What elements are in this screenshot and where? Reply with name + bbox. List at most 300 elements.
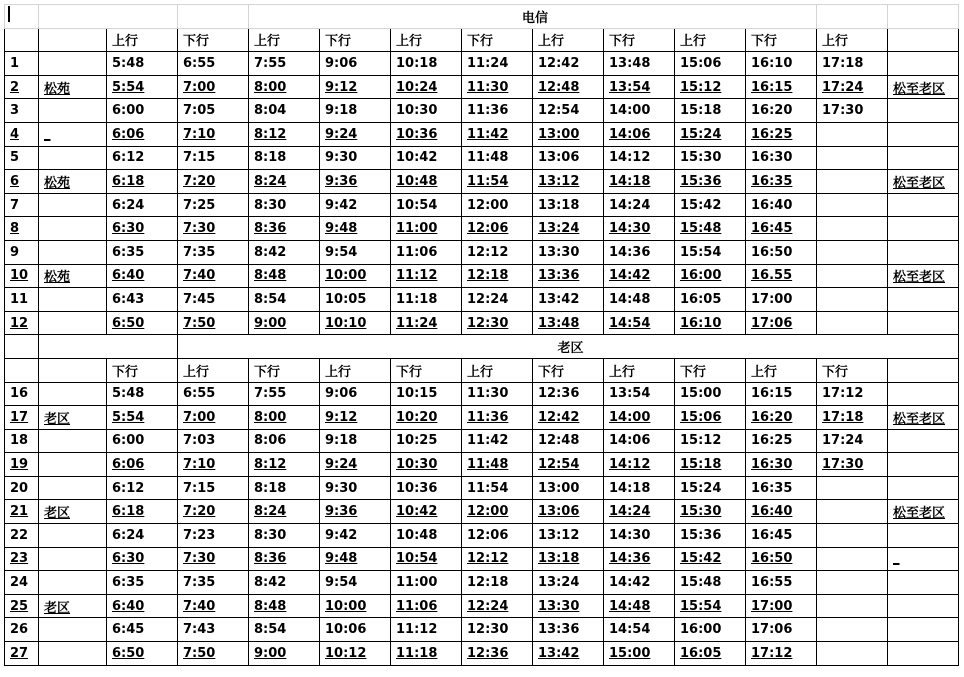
- departure-time[interactable]: 11:00: [391, 571, 462, 595]
- departure-time[interactable]: 11:36: [462, 99, 533, 123]
- departure-time[interactable]: 12:30: [462, 311, 533, 335]
- departure-time[interactable]: 15:54: [675, 594, 746, 618]
- departure-time[interactable]: 17:18: [817, 52, 888, 76]
- departure-time[interactable]: 16:40: [746, 193, 817, 217]
- departure-time[interactable]: 7:43: [178, 618, 249, 642]
- departure-time[interactable]: 16:15: [746, 75, 817, 99]
- departure-time[interactable]: 12:48: [533, 429, 604, 453]
- direction-header[interactable]: 下行: [746, 28, 817, 52]
- stop-name[interactable]: [39, 288, 107, 312]
- departure-time[interactable]: 12:12: [462, 547, 533, 571]
- direction-header[interactable]: 下行: [817, 358, 888, 382]
- route-note[interactable]: [888, 382, 959, 406]
- departure-time[interactable]: 17:00: [746, 594, 817, 618]
- departure-time[interactable]: 8:12: [249, 122, 320, 146]
- departure-time[interactable]: 7:23: [178, 524, 249, 548]
- departure-time[interactable]: 14:06: [604, 122, 675, 146]
- departure-time[interactable]: 14:42: [604, 264, 675, 288]
- departure-time[interactable]: 6:35: [107, 240, 178, 264]
- departure-time[interactable]: 7:55: [249, 382, 320, 406]
- departure-time[interactable]: 13:00: [533, 122, 604, 146]
- departure-time[interactable]: 16:45: [746, 217, 817, 241]
- departure-time[interactable]: 8:06: [249, 429, 320, 453]
- departure-time[interactable]: 10:36: [391, 476, 462, 500]
- departure-time[interactable]: 11:36: [462, 406, 533, 430]
- departure-time[interactable]: 13:24: [533, 571, 604, 595]
- departure-time[interactable]: 14:30: [604, 524, 675, 548]
- departure-time[interactable]: 14:54: [604, 311, 675, 335]
- departure-time[interactable]: 12:18: [462, 264, 533, 288]
- departure-time[interactable]: 9:00: [249, 642, 320, 666]
- departure-time[interactable]: 6:24: [107, 524, 178, 548]
- departure-time[interactable]: 17:06: [746, 618, 817, 642]
- direction-header[interactable]: 下行: [107, 358, 178, 382]
- direction-header[interactable]: 上行: [675, 28, 746, 52]
- departure-time[interactable]: 8:42: [249, 571, 320, 595]
- empty-cell[interactable]: [888, 5, 959, 29]
- departure-time[interactable]: 6:45: [107, 618, 178, 642]
- departure-time[interactable]: 9:12: [320, 75, 391, 99]
- departure-time[interactable]: 10:05: [320, 288, 391, 312]
- departure-time[interactable]: 15:06: [675, 406, 746, 430]
- row-number[interactable]: 1: [5, 52, 39, 76]
- route-note[interactable]: [888, 99, 959, 123]
- departure-time[interactable]: 9:36: [320, 170, 391, 194]
- departure-time[interactable]: 9:24: [320, 453, 391, 477]
- departure-time[interactable]: 8:04: [249, 99, 320, 123]
- departure-time[interactable]: 7:55: [249, 52, 320, 76]
- departure-time[interactable]: 10:25: [391, 429, 462, 453]
- departure-time[interactable]: 12:00: [462, 500, 533, 524]
- departure-time[interactable]: 14:48: [604, 288, 675, 312]
- departure-time[interactable]: 7:30: [178, 217, 249, 241]
- departure-time[interactable]: 15:12: [675, 75, 746, 99]
- departure-time[interactable]: 13:54: [604, 382, 675, 406]
- departure-time[interactable]: 6:40: [107, 264, 178, 288]
- departure-time[interactable]: 14:06: [604, 429, 675, 453]
- departure-time[interactable]: 11:42: [462, 429, 533, 453]
- departure-time[interactable]: 13:42: [533, 642, 604, 666]
- departure-time[interactable]: 8:18: [249, 476, 320, 500]
- departure-time[interactable]: 13:30: [533, 240, 604, 264]
- departure-time[interactable]: 6:30: [107, 217, 178, 241]
- departure-time[interactable]: 7:40: [178, 264, 249, 288]
- departure-time[interactable]: 14:12: [604, 453, 675, 477]
- departure-time[interactable]: 11:48: [462, 453, 533, 477]
- departure-time[interactable]: [817, 193, 888, 217]
- departure-time[interactable]: 11:12: [391, 264, 462, 288]
- departure-time[interactable]: 14:36: [604, 240, 675, 264]
- departure-time[interactable]: 16:20: [746, 406, 817, 430]
- departure-time[interactable]: 16:30: [746, 146, 817, 170]
- departure-time[interactable]: 15:00: [675, 382, 746, 406]
- departure-time[interactable]: 15:54: [675, 240, 746, 264]
- departure-time[interactable]: 15:48: [675, 217, 746, 241]
- departure-time[interactable]: 6:35: [107, 571, 178, 595]
- departure-time[interactable]: 15:06: [675, 52, 746, 76]
- departure-time[interactable]: 16:30: [746, 453, 817, 477]
- departure-time[interactable]: 6:12: [107, 476, 178, 500]
- departure-time[interactable]: 16:00: [675, 618, 746, 642]
- departure-time[interactable]: 11:48: [462, 146, 533, 170]
- route-note[interactable]: [888, 618, 959, 642]
- departure-time[interactable]: 8:54: [249, 288, 320, 312]
- section-title[interactable]: 老区: [178, 335, 959, 359]
- departure-time[interactable]: 14:18: [604, 170, 675, 194]
- departure-time[interactable]: 15:18: [675, 99, 746, 123]
- departure-time[interactable]: 7:25: [178, 193, 249, 217]
- departure-time[interactable]: 10:15: [391, 382, 462, 406]
- departure-time[interactable]: 15:00: [604, 642, 675, 666]
- departure-time[interactable]: 9:24: [320, 122, 391, 146]
- departure-time[interactable]: 15:36: [675, 170, 746, 194]
- departure-time[interactable]: 11:54: [462, 170, 533, 194]
- route-note[interactable]: _: [888, 547, 959, 571]
- direction-header[interactable]: 上行: [320, 358, 391, 382]
- departure-time[interactable]: [817, 217, 888, 241]
- departure-time[interactable]: 6:18: [107, 500, 178, 524]
- stop-name[interactable]: [39, 52, 107, 76]
- departure-time[interactable]: 10:20: [391, 406, 462, 430]
- departure-time[interactable]: 12:42: [533, 406, 604, 430]
- departure-time[interactable]: 15:18: [675, 453, 746, 477]
- departure-time[interactable]: [817, 122, 888, 146]
- departure-time[interactable]: 6:55: [178, 52, 249, 76]
- departure-time[interactable]: 9:30: [320, 476, 391, 500]
- departure-time[interactable]: 16:45: [746, 524, 817, 548]
- departure-time[interactable]: 6:40: [107, 594, 178, 618]
- departure-time[interactable]: 17:06: [746, 311, 817, 335]
- departure-time[interactable]: 10:54: [391, 193, 462, 217]
- departure-time[interactable]: 8:24: [249, 500, 320, 524]
- departure-time[interactable]: 15:24: [675, 476, 746, 500]
- departure-time[interactable]: 12:24: [462, 594, 533, 618]
- departure-time[interactable]: 13:48: [533, 311, 604, 335]
- departure-time[interactable]: 13:42: [533, 288, 604, 312]
- row-number[interactable]: 5: [5, 146, 39, 170]
- stop-name[interactable]: [39, 642, 107, 666]
- departure-time[interactable]: [817, 288, 888, 312]
- departure-time[interactable]: 6:18: [107, 170, 178, 194]
- departure-time[interactable]: 9:48: [320, 217, 391, 241]
- departure-time[interactable]: 6:06: [107, 453, 178, 477]
- departure-time[interactable]: 6:30: [107, 547, 178, 571]
- departure-time[interactable]: 16:40: [746, 500, 817, 524]
- stop-name[interactable]: 老区: [39, 500, 107, 524]
- stop-name[interactable]: [39, 146, 107, 170]
- route-note[interactable]: 松至老区: [888, 170, 959, 194]
- stop-name[interactable]: [39, 524, 107, 548]
- departure-time[interactable]: 12:12: [462, 240, 533, 264]
- direction-header[interactable]: 下行: [320, 28, 391, 52]
- direction-header[interactable]: 下行: [675, 358, 746, 382]
- departure-time[interactable]: 13:24: [533, 217, 604, 241]
- departure-time[interactable]: 5:54: [107, 406, 178, 430]
- departure-time[interactable]: 9:06: [320, 382, 391, 406]
- departure-time[interactable]: 16:10: [746, 52, 817, 76]
- departure-time[interactable]: 11:06: [391, 240, 462, 264]
- empty-cell[interactable]: [888, 28, 959, 52]
- departure-time[interactable]: 7:30: [178, 547, 249, 571]
- departure-time[interactable]: 17:30: [817, 453, 888, 477]
- departure-time[interactable]: 16:05: [675, 288, 746, 312]
- departure-time[interactable]: 14:24: [604, 193, 675, 217]
- departure-time[interactable]: 16:55: [746, 571, 817, 595]
- row-number[interactable]: 26: [5, 618, 39, 642]
- empty-cell[interactable]: [5, 358, 39, 382]
- departure-time[interactable]: 16:50: [746, 547, 817, 571]
- departure-time[interactable]: 9:54: [320, 571, 391, 595]
- departure-time[interactable]: 12:54: [533, 99, 604, 123]
- departure-time[interactable]: [817, 547, 888, 571]
- departure-time[interactable]: 11:24: [462, 52, 533, 76]
- stop-name[interactable]: 老区: [39, 594, 107, 618]
- stop-name[interactable]: [39, 476, 107, 500]
- row-number[interactable]: 17: [5, 406, 39, 430]
- departure-time[interactable]: 17:00: [746, 288, 817, 312]
- departure-time[interactable]: [817, 524, 888, 548]
- departure-time[interactable]: 13:06: [533, 146, 604, 170]
- departure-time[interactable]: 14:00: [604, 99, 675, 123]
- departure-time[interactable]: 12:36: [462, 642, 533, 666]
- departure-time[interactable]: 12:18: [462, 571, 533, 595]
- departure-time[interactable]: 11:18: [391, 288, 462, 312]
- departure-time[interactable]: 11:30: [462, 382, 533, 406]
- departure-time[interactable]: 17:24: [817, 429, 888, 453]
- route-note[interactable]: [888, 217, 959, 241]
- departure-time[interactable]: 10:42: [391, 146, 462, 170]
- departure-time[interactable]: 10:30: [391, 99, 462, 123]
- departure-time[interactable]: 17:18: [817, 406, 888, 430]
- departure-time[interactable]: 8:00: [249, 75, 320, 99]
- departure-time[interactable]: 10:30: [391, 453, 462, 477]
- departure-time[interactable]: 14:30: [604, 217, 675, 241]
- departure-time[interactable]: 16:35: [746, 476, 817, 500]
- empty-cell[interactable]: [888, 358, 959, 382]
- departure-time[interactable]: 9:36: [320, 500, 391, 524]
- stop-name[interactable]: [39, 382, 107, 406]
- departure-time[interactable]: 15:12: [675, 429, 746, 453]
- departure-time[interactable]: 11:42: [462, 122, 533, 146]
- direction-header[interactable]: 上行: [604, 358, 675, 382]
- departure-time[interactable]: 13:00: [533, 476, 604, 500]
- stop-name[interactable]: _: [39, 122, 107, 146]
- direction-header[interactable]: 上行: [533, 28, 604, 52]
- departure-time[interactable]: 8:48: [249, 594, 320, 618]
- row-number[interactable]: 7: [5, 193, 39, 217]
- empty-cell[interactable]: [5, 335, 39, 359]
- departure-time[interactable]: 12:06: [462, 524, 533, 548]
- route-note[interactable]: [888, 429, 959, 453]
- route-note[interactable]: [888, 594, 959, 618]
- row-number[interactable]: 25: [5, 594, 39, 618]
- departure-time[interactable]: 8:18: [249, 146, 320, 170]
- row-number[interactable]: 6: [5, 170, 39, 194]
- empty-cell[interactable]: [39, 28, 107, 52]
- departure-time[interactable]: 16:35: [746, 170, 817, 194]
- row-number[interactable]: 23: [5, 547, 39, 571]
- departure-time[interactable]: 10:48: [391, 524, 462, 548]
- stop-name[interactable]: [39, 429, 107, 453]
- departure-time[interactable]: 9:18: [320, 99, 391, 123]
- departure-time[interactable]: [817, 170, 888, 194]
- direction-header[interactable]: 上行: [462, 358, 533, 382]
- departure-time[interactable]: [817, 264, 888, 288]
- empty-cell[interactable]: [178, 5, 249, 29]
- stop-name[interactable]: [39, 217, 107, 241]
- departure-time[interactable]: 7:10: [178, 122, 249, 146]
- route-note[interactable]: [888, 571, 959, 595]
- row-number[interactable]: 10: [5, 264, 39, 288]
- route-note[interactable]: [888, 311, 959, 335]
- departure-time[interactable]: 15:42: [675, 547, 746, 571]
- route-note[interactable]: 松至老区: [888, 75, 959, 99]
- departure-time[interactable]: 13:54: [604, 75, 675, 99]
- route-note[interactable]: [888, 288, 959, 312]
- stop-name[interactable]: [39, 240, 107, 264]
- route-note[interactable]: [888, 193, 959, 217]
- departure-time[interactable]: 9:42: [320, 193, 391, 217]
- departure-time[interactable]: 13:30: [533, 594, 604, 618]
- departure-time[interactable]: [817, 311, 888, 335]
- departure-time[interactable]: 17:30: [817, 99, 888, 123]
- departure-time[interactable]: 8:12: [249, 453, 320, 477]
- departure-time[interactable]: 5:48: [107, 52, 178, 76]
- stop-name[interactable]: 松苑: [39, 75, 107, 99]
- departure-time[interactable]: 6:43: [107, 288, 178, 312]
- departure-time[interactable]: 7:15: [178, 476, 249, 500]
- route-note[interactable]: 松至老区: [888, 264, 959, 288]
- departure-time[interactable]: 16:50: [746, 240, 817, 264]
- departure-time[interactable]: 13:06: [533, 500, 604, 524]
- departure-time[interactable]: 7:40: [178, 594, 249, 618]
- departure-time[interactable]: 8:48: [249, 264, 320, 288]
- route-note[interactable]: [888, 524, 959, 548]
- departure-time[interactable]: 11:18: [391, 642, 462, 666]
- departure-time[interactable]: 9:30: [320, 146, 391, 170]
- departure-time[interactable]: 15:36: [675, 524, 746, 548]
- departure-time[interactable]: 12:42: [533, 52, 604, 76]
- empty-cell[interactable]: [817, 5, 888, 29]
- row-number[interactable]: 2: [5, 75, 39, 99]
- departure-time[interactable]: 17:12: [746, 642, 817, 666]
- stop-name[interactable]: [39, 571, 107, 595]
- departure-time[interactable]: 7:00: [178, 75, 249, 99]
- route-note[interactable]: [888, 476, 959, 500]
- stop-name[interactable]: [39, 618, 107, 642]
- departure-time[interactable]: 12:36: [533, 382, 604, 406]
- row-number[interactable]: 12: [5, 311, 39, 335]
- departure-time[interactable]: 13:36: [533, 264, 604, 288]
- departure-time[interactable]: 17:24: [817, 75, 888, 99]
- departure-time[interactable]: 13:36: [533, 618, 604, 642]
- route-note[interactable]: [888, 146, 959, 170]
- departure-time[interactable]: 13:12: [533, 170, 604, 194]
- empty-cell[interactable]: [39, 335, 178, 359]
- departure-time[interactable]: 14:24: [604, 500, 675, 524]
- departure-time[interactable]: 9:18: [320, 429, 391, 453]
- departure-time[interactable]: 12:24: [462, 288, 533, 312]
- departure-time[interactable]: [817, 146, 888, 170]
- departure-time[interactable]: 7:20: [178, 170, 249, 194]
- departure-time[interactable]: 10:42: [391, 500, 462, 524]
- departure-time[interactable]: 14:42: [604, 571, 675, 595]
- route-note[interactable]: [888, 240, 959, 264]
- departure-time[interactable]: 8:36: [249, 217, 320, 241]
- departure-time[interactable]: 15:30: [675, 500, 746, 524]
- departure-time[interactable]: 16:00: [675, 264, 746, 288]
- departure-time[interactable]: 12:06: [462, 217, 533, 241]
- departure-time[interactable]: 7:50: [178, 311, 249, 335]
- direction-header[interactable]: 上行: [249, 28, 320, 52]
- departure-time[interactable]: 15:48: [675, 571, 746, 595]
- departure-time[interactable]: 14:36: [604, 547, 675, 571]
- departure-time[interactable]: 16:25: [746, 429, 817, 453]
- departure-time[interactable]: 11:12: [391, 618, 462, 642]
- departure-time[interactable]: 11:00: [391, 217, 462, 241]
- departure-time[interactable]: 12:54: [533, 453, 604, 477]
- departure-time[interactable]: 5:54: [107, 75, 178, 99]
- departure-time[interactable]: 11:06: [391, 594, 462, 618]
- direction-header[interactable]: 下行: [604, 28, 675, 52]
- departure-time[interactable]: 15:24: [675, 122, 746, 146]
- direction-header[interactable]: 上行: [746, 358, 817, 382]
- departure-time[interactable]: [817, 500, 888, 524]
- departure-time[interactable]: 10:10: [320, 311, 391, 335]
- stop-name[interactable]: [39, 547, 107, 571]
- departure-time[interactable]: 10:00: [320, 594, 391, 618]
- stop-name[interactable]: 松苑: [39, 264, 107, 288]
- departure-time[interactable]: 9:54: [320, 240, 391, 264]
- row-number[interactable]: 8: [5, 217, 39, 241]
- departure-time[interactable]: 13:12: [533, 524, 604, 548]
- route-note[interactable]: 松至老区: [888, 406, 959, 430]
- departure-time[interactable]: 17:12: [817, 382, 888, 406]
- row-number[interactable]: 4: [5, 122, 39, 146]
- route-note[interactable]: [888, 52, 959, 76]
- departure-time[interactable]: [817, 594, 888, 618]
- route-note[interactable]: [888, 122, 959, 146]
- departure-time[interactable]: 8:36: [249, 547, 320, 571]
- departure-time[interactable]: 14:18: [604, 476, 675, 500]
- departure-time[interactable]: 14:00: [604, 406, 675, 430]
- departure-time[interactable]: 13:48: [604, 52, 675, 76]
- departure-time[interactable]: 9:12: [320, 406, 391, 430]
- departure-time[interactable]: 8:54: [249, 618, 320, 642]
- departure-time[interactable]: 6:50: [107, 311, 178, 335]
- departure-time[interactable]: 9:48: [320, 547, 391, 571]
- empty-cell[interactable]: [5, 28, 39, 52]
- departure-time[interactable]: 10:12: [320, 642, 391, 666]
- departure-time[interactable]: 6:55: [178, 382, 249, 406]
- section-title[interactable]: 电信: [249, 5, 817, 29]
- departure-time[interactable]: 11:30: [462, 75, 533, 99]
- departure-time[interactable]: 10:00: [320, 264, 391, 288]
- direction-header[interactable]: 上行: [817, 28, 888, 52]
- direction-header[interactable]: 下行: [391, 358, 462, 382]
- departure-time[interactable]: 7:00: [178, 406, 249, 430]
- departure-time[interactable]: 10:48: [391, 170, 462, 194]
- empty-cell[interactable]: [39, 5, 178, 29]
- departure-time[interactable]: [817, 618, 888, 642]
- route-note[interactable]: [888, 642, 959, 666]
- departure-time[interactable]: 16.55: [746, 264, 817, 288]
- departure-time[interactable]: 10:18: [391, 52, 462, 76]
- departure-time[interactable]: 6:00: [107, 429, 178, 453]
- departure-time[interactable]: 13:18: [533, 547, 604, 571]
- stop-name[interactable]: 老区: [39, 406, 107, 430]
- departure-time[interactable]: 15:42: [675, 193, 746, 217]
